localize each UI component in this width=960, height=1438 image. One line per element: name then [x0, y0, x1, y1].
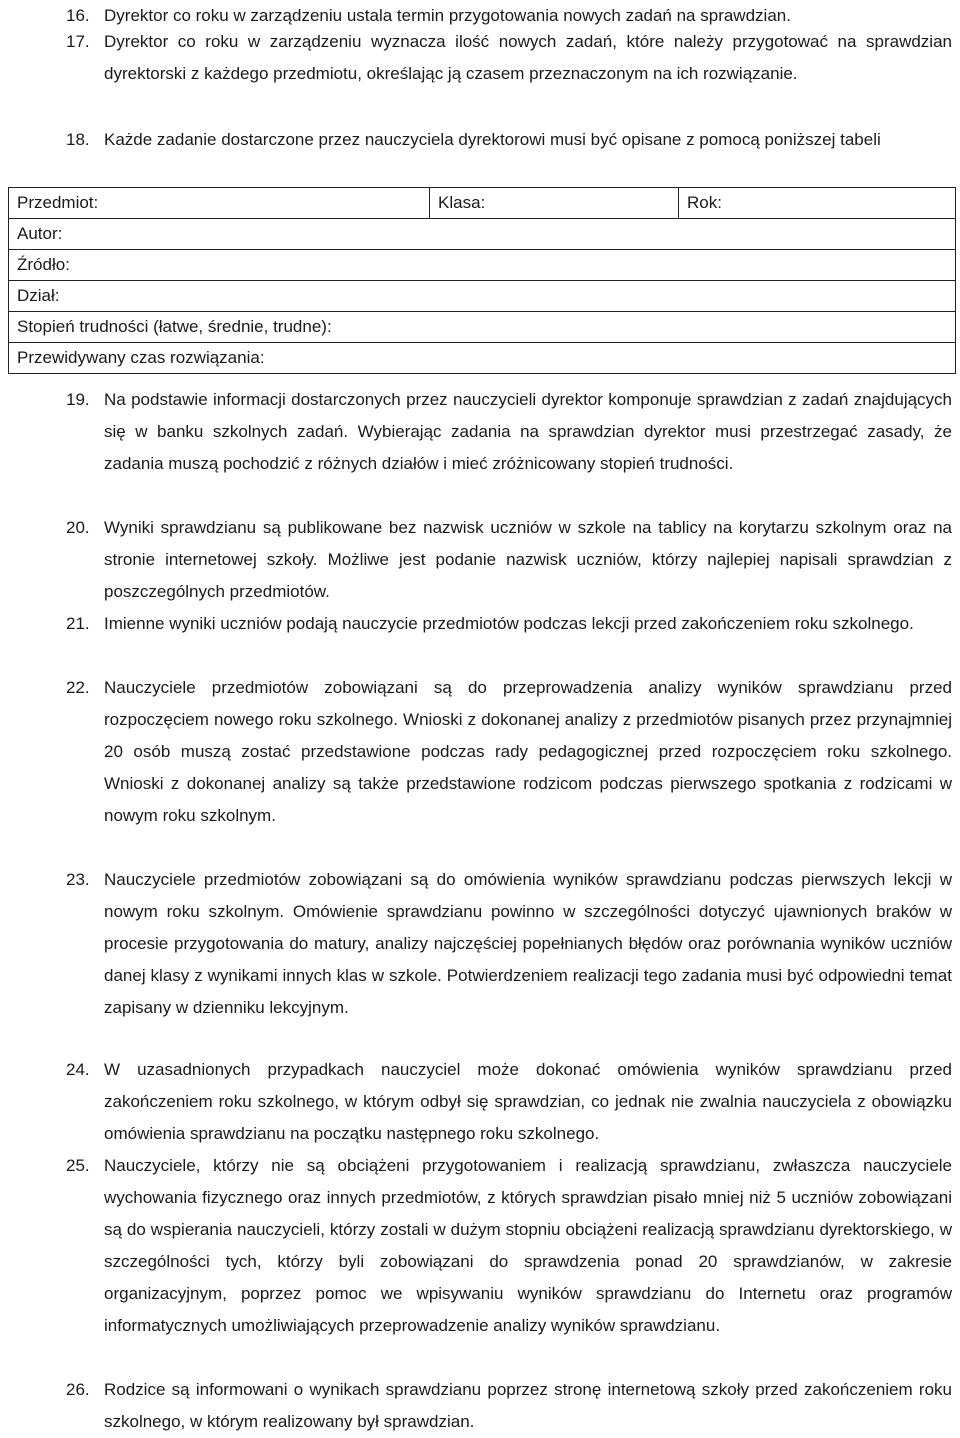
cell-czas: Przewidywany czas rozwiązania: — [9, 343, 956, 374]
item-number: 20. — [66, 518, 90, 537]
item-number: 22. — [66, 678, 90, 697]
item-text: Każde zadanie dostarczone przez nauczyciela dyrektorowi musi być opisane z pomocą poniższej tabeli — [104, 130, 881, 149]
item-number: 24. — [66, 1060, 90, 1079]
cell-stopien: Stopień trudności (łatwe, średnie, trudne): — [9, 312, 956, 343]
item-text: Nauczyciele przedmiotów zobowiązani są do przeprowadzenia analizy wyników sprawdzianu przed rozpoczęciem nowego roku szkolnego. Wnioski z dokonanej analizy z przedmiotów pisanych przez przynajmniej 20 osób muszą zostać przedstawione podczas rady pedagogicznej przed rozpoczęciem roku szkolnego. Wnioski z dokonanej analizy są także przedstawione rodzicom podczas pierwszego spotkania z rodzicami w nowym roku szkolnym. — [104, 678, 952, 825]
table-row — [9, 250, 956, 281]
item-text: Na podstawie informacji dostarczonych przez nauczycieli dyrektor komponuje sprawdzian z zadań znajdujących się w banku szkolnych zadań. Wybierając zadania na sprawdzian dyrektor musi przestrzegać zasady, że zadania muszą pochodzić z różnych działów i mieć zróżnicowany stopień trudności. — [104, 390, 952, 473]
item-text: W uzasadnionych przypadkach nauczyciel może dokonać omówienia wyników sprawdzianu przed zakończeniem roku szkolnego, w którym odbył się sprawdzian, co jednak nie zwalnia nauczyciela z obowiązku omówienia sprawdzianu na początku następnego roku szkolnego. — [104, 1060, 952, 1143]
item-text: Wyniki sprawdzianu są publikowane bez nazwisk uczniów w szkole na tablicy na korytarzu szkolnym oraz na stronie internetowej szkoły. Możliwe jest podanie nazwisk uczniów, którzy najlepiej napisali sprawdzian z poszczególnych przedmiotów. — [104, 518, 952, 601]
table-row — [9, 343, 956, 374]
cell-klasa: Klasa: — [430, 188, 679, 219]
cell-zrodlo: Źródło: — [9, 250, 956, 281]
item-number: 17. — [66, 32, 90, 51]
item-number: 21. — [66, 614, 90, 633]
item-number: 26. — [66, 1380, 90, 1399]
table-row — [9, 188, 956, 219]
item-text: Nauczyciele, którzy nie są obciążeni przygotowaniem i realizacją sprawdzianu, zwłaszcza nauczyciele wychowania fizycznego oraz innych przedmiotów, z których sprawdzian pisało mniej niż 5 uczniów zobowiązani są do wspierania nauczycieli, którzy zostali w dużym stopniu obciążeni realizacją sprawdzianu dyrektorskiego, w szczególności tych, którzy byli zobowiązani do sprawdzenia ponad 20 sprawdzianów, w zakresie organizacyjnym, poprzez pomoc we wpisywaniu wyników sprawdzianu do Internetu oraz programów informatycznych umożliwiających przeprowadzenie analizy wyników sprawdzianu. — [104, 1156, 952, 1335]
item-text: Nauczyciele przedmiotów zobowiązani są do omówienia wyników sprawdzianu podczas pierwszych lekcji w nowym roku szkolnym. Omówienie sprawdzianu powinno w szczególności dotyczyć ujawnionych braków w procesie przygotowania do matury, analizy najczęściej popełnianych błędów oraz porównania wyników uczniów danej klasy z wynikami innych klas w szkole. Potwierdzeniem realizacji tego zadania musi być odpowiedni temat zapisany w dzienniku lekcyjnym. — [104, 870, 952, 1017]
table-row — [9, 219, 956, 250]
task-description-table — [8, 187, 956, 374]
item-number: 19. — [66, 390, 90, 409]
cell-rok: Rok: — [679, 188, 956, 219]
item-text: Dyrektor co roku w zarządzeniu ustala termin przygotowania nowych zadań na sprawdzian. — [104, 6, 791, 25]
table-row — [9, 312, 956, 343]
cell-autor: Autor: — [9, 219, 956, 250]
cell-dzial: Dział: — [9, 281, 956, 312]
item-number: 16. — [66, 6, 90, 25]
table-row — [9, 281, 956, 312]
item-text: Imienne wyniki uczniów podają nauczycie przedmiotów podczas lekcji przed zakończeniem roku szkolnego. — [104, 614, 914, 633]
item-text: Dyrektor co roku w zarządzeniu wyznacza ilość nowych zadań, które należy przygotować na sprawdzian dyrektorski z każdego przedmiotu, określając ją czasem przeznaczonym na ich rozwiązanie. — [104, 32, 952, 83]
item-number: 23. — [66, 870, 90, 889]
cell-przedmiot: Przedmiot: — [9, 188, 430, 219]
item-number: 18. — [66, 130, 90, 149]
item-number: 25. — [66, 1156, 90, 1175]
item-text: Rodzice są informowani o wynikach sprawdzianu poprzez stronę internetową szkoły przed zakończeniem roku szkolnego, w którym realizowany był sprawdzian. — [104, 1380, 952, 1431]
